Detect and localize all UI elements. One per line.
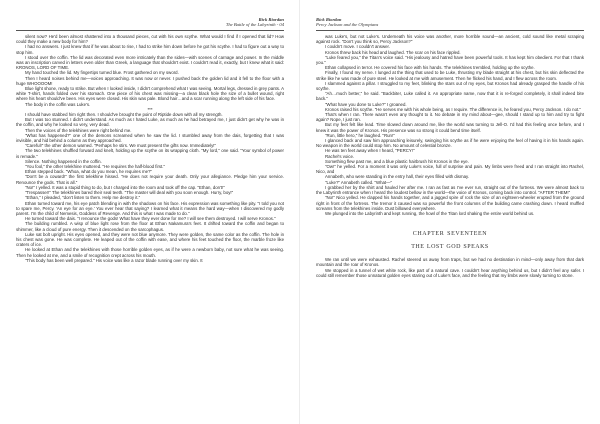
paragraph: I slammed against a pillar. I struggled to my feet, blinking the stars out of my eyes, but Kronos had already grasped the handle of his scythe. — [316, 80, 584, 92]
paragraph: "Luke feared you," the Titan's voice said. "His jealousy and hatred have been powerful tools. It has kept him obedient. For that I thank you." — [316, 54, 584, 66]
paragraph: "What have you done to Luke?" I groaned. — [325, 101, 407, 107]
chapter-heading: chapter seventeen — [412, 227, 488, 238]
paragraph: "Careful!" the other demon warned. "Perhaps he stirs. We must present the gifts now. Immediately!" — [25, 143, 217, 149]
paragraph: "Run, little hero," he laughed. "Run!" — [325, 132, 395, 138]
paragraph: Something flew past me, and a blue plastic hairbrush hit Kronos in the eye. — [325, 158, 469, 164]
right-body-bottom — [316, 257, 584, 278]
right-header-author: Rick Riordan — [316, 16, 342, 22]
paragraph: Kronos raised his scythe. "He serves me with his whole being, as I require. The difference is, he feared you, Percy Jackson. I do not." — [325, 106, 581, 112]
paragraph: The two telekhines shuffled forward and knelt, holding up the scythe on its wrapping cloth. "My lord," one said. "Your symbol of power is remade." — [16, 148, 284, 159]
paragraph: I should have stabbed him right then. I should've brought the point of Riptide down with all my strength. — [25, 112, 223, 118]
paragraph: But I was too stunned. I didn't understand. As much as I hated Luke, as much as he had betrayed me, I just didn't get why he was in the coffin, and why he looked so very, very dead. — [16, 117, 284, 128]
paragraph: I couldn't move. I couldn't answer. — [325, 44, 390, 50]
paragraph: "Luke?" Annabeth called. "What—" — [325, 179, 393, 185]
paragraph: "You fool," the other telekhine muttered. "He requires the half-blood first." — [25, 164, 166, 170]
paragraph: Rachel's voice. — [325, 153, 355, 159]
paragraph: We ran until we were exhausted. Rachel steered us away from traps, but we had no destination in mind—only away from that dark mountain and the roar of Kronos. — [316, 257, 584, 268]
paragraph: I glanced back and saw him approaching leisurely, swinging his scythe as if he were enjoying the feel of having it in his hands again. No weapon in the world could stop him. No amount of celestial bronze. — [316, 138, 584, 149]
paragraph: Ethan stepped back. "Whoa, what do you mean, he requires me?" — [25, 169, 152, 175]
paragraph: *** — [147, 106, 153, 112]
paragraph: was Luke's, but not Luke's. Underneath his voice was another, more horrible sound—an ancient, cold sound like metal scraping against rock. "Don't you think so, Percy Jackson?" — [316, 34, 584, 45]
paragraph: Silence. Nothing happened in the coffin. — [25, 158, 102, 164]
paragraph: But my feet felt like lead. Time slowed down around me, like the world was turning to Jell-O. I'd had this feeling once before, and I knew it was the power of Kronos. His presence was so strong it could bend time itself. — [316, 122, 584, 133]
paragraph: My hand touched the lid. My fingertips turned blue. Frost gathered on my sword. — [25, 70, 179, 76]
paragraph: Luke sat bolt upright. His eyes opened, and they were not blue anymore. They were golden, the same color as the coffin. The hole in his chest was gone. He was complete. He leaped out of the coffin with ease, and where his feet touched the floor, the marble froze like craters of ice. — [16, 231, 284, 248]
right-page — [300, 0, 600, 424]
paragraph: Annabeth, who were standing in the entry hall, their eyes filled with dismay. — [325, 174, 470, 180]
right-page-body — [316, 34, 584, 278]
paragraph: Ethan collapsed in terror. He covered his face with his hands. The telekhines trembled, holding up the scythe. — [325, 65, 535, 71]
right-page-header — [316, 10, 584, 31]
paragraph: The body in the coffin was Luke's. — [25, 101, 91, 107]
paragraph: He was ten feet away when I heard, "PERCY!" — [325, 148, 415, 154]
paragraph: "This body has been well prepared." His voice was like a razor blade running over my skin. It — [25, 257, 203, 263]
paragraph: "Ethan," I pleaded, "don't listen to them. Help me destroy it." — [25, 195, 141, 201]
paragraph: Ethan turned toward me, his eye patch blending in with the shadows on his face. His expression was something like pity. "I told you not to spare me, Percy. 'An eye for an eye.' You ever hear that saying? I learned what it means the hard way—when I discovered my godly parent. I'm the child of Nemesis, Goddess of Revenge. And this is what I was made to do." — [16, 200, 284, 216]
paragraph: Finally, I found my nerve. I lunged at the thing that used to be Luke, thrusting my blade straight at his chest, but his skin deflected the strike like he was made of pure steel. He looked at me with amusement. Then he flicked his hand, and I flew across the room. — [316, 70, 584, 81]
paragraph: "No!" I yelled. It was a stupid thing to do, but I charged into the room and took off the cap. "Ethan, don't!" — [25, 184, 225, 190]
left-page-header — [16, 10, 284, 31]
chapter-title: the lost god speaks — [411, 241, 489, 251]
paragraph: He turned toward the dais. "I renounce the gods! What have they ever done for me? I will see them destroyed. I will serve Kronos." — [25, 216, 276, 222]
paragraph: Then the voices of the telekhines were right behind me. — [25, 127, 132, 133]
paragraph: silent now? He'd been almost shattered into a thousand pieces, cut with his own scythe. What would I find if I opened that lid? How could they make a new body for him? — [16, 34, 284, 45]
right-header-title: Percy Jackson and the Olympians — [316, 22, 379, 28]
left-header-author: Rick Riordan — [258, 16, 284, 22]
paragraph: Then I heard noises behind me—voices approaching. It was now or never. I pushed back the golden lid and it fell to the floor with a huge WHOOOOM! — [16, 75, 284, 86]
paragraph: "Don't be a coward!" the first telekhine hissed. "He does not require your death. Only your allegiance. Pledge him your service. Renounce the gods. That is all." — [16, 174, 284, 185]
paragraph: "No!" Nico yelled. He clapped his hands together, and a jagged spire of rock the size of an eighteen-wheeler erupted from the ground right in front of the fortress. The tremor it caused was so powerful the front columns of the building came crashing down. I heard muffled screams from the telekhines inside. Dust billowed everywhere. — [316, 195, 584, 211]
paragraph: "Ow!" he yelled. For a moment it was only Luke's voice, full of surprise and pain. My limbs were freed and I ran straight into Rachel, Nico, and — [316, 164, 584, 175]
paragraph: That's when I ran. There wasn't even any thought to it. No debate in my mind about—gee, should I stand up to him and try to fight again? Nope, I just ran. — [316, 112, 584, 123]
paragraph: He looked at Ethan and the telekhines with those horrible golden eyes, as if he were a newborn baby, not sure what he was seeing. Then he looked at me, and a smile of recognition crept across his mouth. — [16, 247, 284, 258]
paragraph: We stopped in a tunnel of wet white rock, like part of a natural cave. I couldn't hear anything behind us, but I didn't feel any safer. I could still remember those unnatural golden eyes staring out of Luke's face, and the feeling that my limbs were slowly turning to stone. — [316, 267, 584, 278]
right-body-top — [316, 34, 584, 216]
paragraph: "What has happened?" one of the demons screamed when he saw the lid. I stumbled away from the dais, forgetting that I was invisible, and hid behind a column as they approached. — [16, 132, 284, 144]
paragraph: "Ah…much better," he said. "Backbiter, Luke called it. An appropriate name, now that it is re-forged completely, it shall indeed bite back." — [316, 91, 584, 102]
left-page-body — [16, 34, 284, 263]
paragraph: Kronos threw back his head and laughed. The scar on his face rippled. — [325, 49, 461, 55]
paragraph: I stood over the coffin. The lid was decorated even more intricately than the sides—with scenes of carnage and power. In the middle was an inscription carved in letters even older than Greek, a language that shouldn't exist. I couldn't read it, exactly, but I knew what it said: KRONOS, LORD OF TIME. — [16, 54, 284, 71]
paragraph: Blue light shone, ready to strike. But when I looked inside, I didn't comprehend what I was seeing. Mortal legs, dressed in grey pants. A white T-shirt, hands folded over his stomach. One piece of his chest was missing—a clean black hole the size of a bullet wound, right where his heart should've been. His eyes were closed. His skin was pale. Blond hair…and a scar running along the left side of his face. — [16, 86, 284, 102]
paragraph: I had no answers. I just knew that if he was about to rise, I had to strike him down before he got his scythe. I had to figure out a way to stop him. — [16, 44, 284, 55]
paragraph: The building rumbled. A wisp of blue light rose from the floor at Ethan Nakamura's feet. It drifted toward the coffin and began to shimmer, like a cloud of pure energy. Then it descended on the sarcophagus. — [16, 221, 284, 232]
paragraph: "Trespasser!" The telekhines bared their seal teeth. "The master will deal with you soon enough. Hurry, boy!" — [25, 190, 234, 196]
left-header-title: The Battle of the Labyrinth - 04 — [225, 22, 284, 28]
paragraph: We plunged into the Labyrinth and kept running, the howl of the Titan lord shaking the entire world behind us. — [325, 210, 535, 216]
paragraph: I grabbed her by the shirt and hauled her after me. I ran as fast as I've ever run, straight out of the fortress. We were almost back to the Labyrinth entrance when I heard the loudest bellow in the world—the voice of Kronos, coming back into control. "AFTER THEM!" — [316, 184, 584, 196]
